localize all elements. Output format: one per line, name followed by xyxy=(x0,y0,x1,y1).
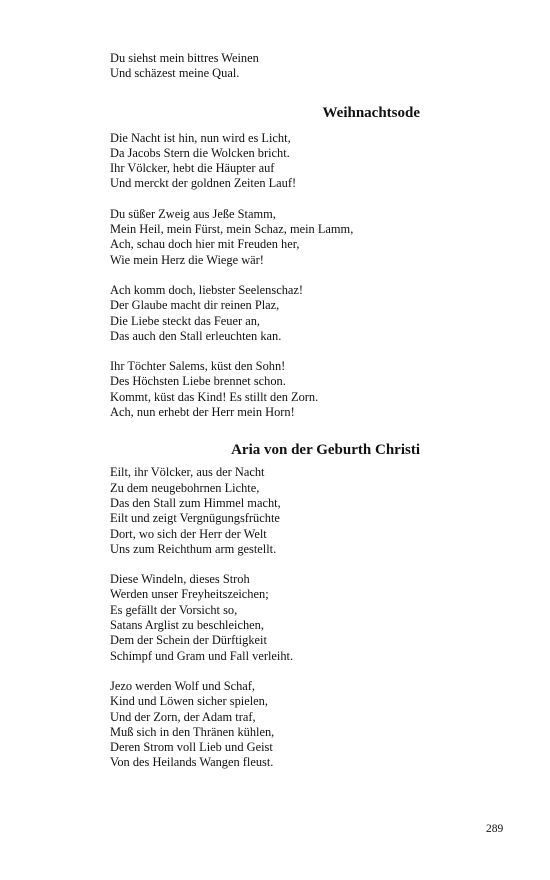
verse-line: Ach komm doch, liebster Seelenschaz! xyxy=(110,282,304,297)
poem2-stanza-3 xyxy=(110,679,420,771)
verse-line: Da Jacobs Stern die Wolcken bricht. xyxy=(110,145,290,160)
verse-line: Des Höchsten Liebe brennet schon. xyxy=(110,374,286,389)
verse-line: Jezo werden Wolf und Schaf, xyxy=(110,678,256,693)
verse-line: Und der Zorn, der Adam traf, xyxy=(110,709,256,724)
verse-line: Zu dem neugebohrnen Lichte, xyxy=(110,480,260,495)
verse-line: Eilt und zeigt Vergnügungsfrüchte xyxy=(110,511,280,526)
verse-line: Kommt, küst das Kind! Es stillt den Zorn. xyxy=(110,389,319,404)
verse-line: Eilt, ihr Völcker, aus der Nacht xyxy=(110,465,265,480)
verse-line: Du siehst mein bittres Weinen xyxy=(110,51,259,65)
page-body xyxy=(110,51,420,786)
page-number: 289 xyxy=(486,823,504,835)
verse-line: Und schäzest meine Qual. xyxy=(110,66,240,81)
verse-line: Ihr Völcker, hebt die Häupter auf xyxy=(110,161,275,176)
verse-line: Und merckt der goldnen Zeiten Lauf! xyxy=(110,176,297,191)
poem1-stanza-2 xyxy=(110,207,420,268)
poem-title: Aria von der Geburth Christi xyxy=(231,442,420,459)
verse-line: Diese Windeln, dieses Stroh xyxy=(110,572,250,587)
verse-line: Kind und Löwen sicher spielen, xyxy=(110,694,268,709)
verse-line: Wie mein Herz die Wiege wär! xyxy=(110,252,264,267)
fragment-stanza xyxy=(110,51,420,82)
verse-line: Dort, wo sich der Herr der Welt xyxy=(110,526,267,541)
verse-line: Der Glaube macht dir reinen Plaz, xyxy=(110,298,280,313)
poem1-stanza-1 xyxy=(110,131,420,192)
verse-line: Die Liebe steckt das Feuer an, xyxy=(110,313,261,328)
verse-line: Werden unser Freyheitszeichen; xyxy=(110,587,269,602)
verse-line: Ach, nun erhebt der Herr mein Horn! xyxy=(110,405,295,420)
verse-line: Du süßer Zweig aus Jeße Stamm, xyxy=(110,206,276,221)
verse-line: Es gefällt der Vorsicht so, xyxy=(110,602,238,617)
verse-line: Deren Strom voll Lieb und Geist xyxy=(110,740,273,755)
verse-line: Die Nacht ist hin, nun wird es Licht, xyxy=(110,130,291,145)
verse-line: Das den Stall zum Himmel macht, xyxy=(110,495,281,510)
poem-title: Weihnachtsode xyxy=(322,104,420,121)
verse-line: Schimpf und Gram und Fall verleiht. xyxy=(110,648,294,663)
verse-line: Das auch den Stall erleuchten kan. xyxy=(110,328,282,343)
verse-line: Satans Arglist zu beschleichen, xyxy=(110,618,264,633)
poem1-stanza-3 xyxy=(110,283,420,344)
verse-line: Mein Heil, mein Fürst, mein Schaz, mein Lamm, xyxy=(110,222,354,237)
poem1-stanza-4 xyxy=(110,359,420,420)
poem2-stanza-2 xyxy=(110,572,420,664)
poem2-stanza-1 xyxy=(110,465,420,557)
verse-line: Ihr Töchter Salems, küst den Sohn! xyxy=(110,359,286,374)
verse-line: Ach, schau doch hier mit Freuden her, xyxy=(110,237,300,252)
verse-line: Uns zum Reichthum arm gestellt. xyxy=(110,541,277,556)
verse-line: Dem der Schein der Dürftigkeit xyxy=(110,633,267,648)
verse-line: Muß sich in den Thränen kühlen, xyxy=(110,724,275,739)
verse-line: Von des Heilands Wangen fleust. xyxy=(110,755,274,770)
